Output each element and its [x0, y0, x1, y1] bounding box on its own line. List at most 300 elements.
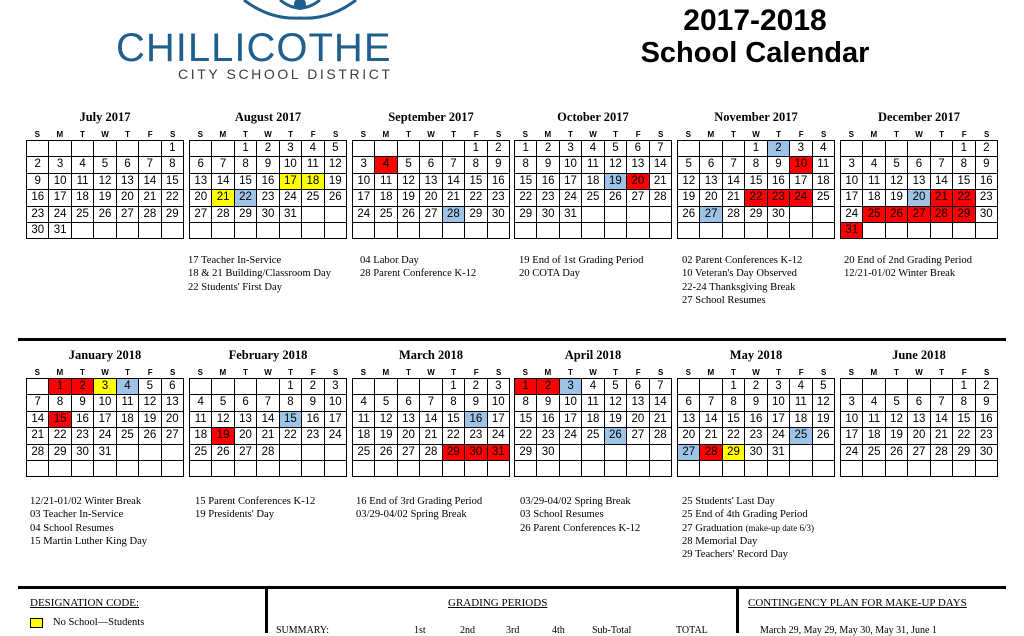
month-title: March 2018	[399, 348, 463, 362]
day-cell: 29	[515, 207, 537, 223]
weekday-header	[26, 130, 184, 140]
day-cell: 15	[953, 412, 975, 428]
weekday-label: T	[567, 368, 573, 377]
day-grid	[189, 378, 347, 477]
weekday-label: M	[56, 368, 64, 377]
day-cell: 18	[190, 428, 212, 444]
day-cell: 28	[723, 207, 745, 223]
day-cell: 5	[886, 157, 908, 173]
empty-day-cell	[325, 445, 347, 461]
weekday-label: S	[34, 130, 40, 139]
day-cell: 8	[745, 157, 767, 173]
day-cell: 21	[700, 428, 722, 444]
empty-day-cell	[398, 379, 420, 395]
day-cell: 29	[49, 445, 71, 461]
day-cell: 21	[931, 428, 953, 444]
month-november-2017	[677, 110, 835, 239]
contingency-header: CONTINGENCY PLAN FOR MAKE-UP DAYS	[748, 597, 967, 609]
day-cell: 21	[931, 190, 953, 206]
weekday-label: T	[893, 130, 899, 139]
empty-day-cell	[678, 141, 700, 157]
weekday-header	[514, 130, 672, 140]
summary-col: 4th	[552, 625, 565, 636]
day-cell: 24	[790, 190, 812, 206]
day-grid	[26, 378, 184, 477]
day-cell: 24	[94, 428, 116, 444]
day-cell: 21	[139, 190, 161, 206]
day-cell: 11	[117, 395, 139, 411]
day-cell: 21	[443, 190, 465, 206]
empty-day-cell	[72, 141, 94, 157]
day-cell: 11	[790, 395, 812, 411]
empty-day-cell	[443, 141, 465, 157]
day-cell: 22	[745, 190, 767, 206]
day-cell: 17	[560, 412, 582, 428]
day-cell: 11	[863, 174, 885, 190]
day-cell: 19	[886, 428, 908, 444]
day-cell: 25	[863, 445, 885, 461]
day-cell: 30	[537, 445, 559, 461]
day-cell: 27	[627, 428, 649, 444]
day-cell: 25	[72, 207, 94, 223]
day-cell: 13	[190, 174, 212, 190]
notes-february	[195, 495, 315, 522]
note-line: 10 Veteran's Day Observed	[682, 268, 797, 280]
weekday-label: W	[752, 368, 760, 377]
day-cell: 9	[257, 157, 279, 173]
day-cell: 24	[560, 190, 582, 206]
note-line: 18 & 21 Building/Classroom Day	[188, 268, 332, 280]
day-cell: 8	[953, 395, 975, 411]
day-cell: 28	[257, 445, 279, 461]
weekday-header	[26, 368, 184, 378]
summary-col: Sub-Total	[592, 625, 632, 636]
day-cell: 3	[49, 157, 71, 173]
day-cell: 29	[723, 445, 745, 461]
note-line: 20 End of 2nd Grading Period	[844, 255, 972, 266]
day-cell: 23	[768, 190, 790, 206]
month-title: October 2017	[557, 110, 629, 124]
day-cell: 31	[49, 223, 71, 239]
weekday-label: T	[567, 130, 573, 139]
weekday-label: T	[776, 368, 781, 377]
weekday-label: W	[264, 368, 272, 377]
month-april-2018	[514, 348, 672, 477]
day-cell: 30	[72, 445, 94, 461]
empty-day-cell	[398, 223, 420, 239]
weekday-label: S	[984, 368, 990, 377]
month-august-2017	[189, 110, 347, 239]
weekday-label: T	[451, 368, 456, 377]
day-cell: 20	[117, 190, 139, 206]
day-cell: 23	[745, 428, 767, 444]
day-cell: 23	[302, 428, 324, 444]
day-cell: 16	[976, 174, 998, 190]
day-grid	[840, 140, 998, 239]
empty-day-cell	[27, 141, 49, 157]
day-cell: 5	[605, 141, 627, 157]
empty-day-cell	[908, 461, 930, 477]
day-cell: 1	[745, 141, 767, 157]
weekday-label: S	[821, 368, 827, 377]
day-cell: 7	[443, 157, 465, 173]
empty-day-cell	[931, 141, 953, 157]
day-cell: 4	[190, 395, 212, 411]
day-cell: 1	[723, 379, 745, 395]
month-title: July 2017	[79, 110, 131, 124]
day-cell: 30	[465, 445, 487, 461]
weekday-label: F	[310, 368, 316, 377]
weekday-label: M	[544, 130, 552, 139]
day-cell: 22	[162, 190, 184, 206]
weekday-header	[677, 368, 835, 378]
day-cell: 19	[139, 412, 161, 428]
day-cell: 27	[700, 207, 722, 223]
note-line: 29 Teachers' Record Day	[682, 549, 788, 561]
day-cell: 25	[790, 428, 812, 444]
day-cell: 10	[841, 174, 863, 190]
empty-day-cell	[94, 461, 116, 477]
day-cell: 11	[813, 157, 835, 173]
day-cell: 4	[790, 379, 812, 395]
day-cell: 5	[605, 379, 627, 395]
empty-day-cell	[139, 141, 161, 157]
empty-day-cell	[560, 445, 582, 461]
day-cell: 24	[49, 207, 71, 223]
day-cell: 11	[863, 412, 885, 428]
day-cell: 22	[465, 190, 487, 206]
day-cell: 30	[257, 207, 279, 223]
empty-day-cell	[627, 207, 649, 223]
day-cell: 29	[515, 445, 537, 461]
empty-day-cell	[420, 141, 442, 157]
empty-day-cell	[931, 223, 953, 239]
day-cell: 16	[72, 412, 94, 428]
empty-day-cell	[931, 379, 953, 395]
day-cell: 8	[465, 157, 487, 173]
empty-day-cell	[257, 223, 279, 239]
day-cell: 1	[235, 141, 257, 157]
day-cell: 17	[560, 174, 582, 190]
day-cell: 16	[976, 412, 998, 428]
day-cell: 19	[813, 412, 835, 428]
day-cell: 3	[325, 379, 347, 395]
weekday-label: S	[333, 368, 339, 377]
day-cell: 3	[790, 141, 812, 157]
empty-day-cell	[908, 141, 930, 157]
empty-day-cell	[863, 141, 885, 157]
summary-col: 2nd	[460, 625, 475, 636]
day-cell: 20	[627, 174, 649, 190]
day-cell: 22	[953, 428, 975, 444]
day-cell: 15	[162, 174, 184, 190]
day-cell: 16	[745, 412, 767, 428]
day-cell: 27	[162, 428, 184, 444]
day-cell: 3	[353, 157, 375, 173]
designation-legend	[30, 617, 144, 628]
empty-day-cell	[353, 141, 375, 157]
day-cell: 29	[235, 207, 257, 223]
day-cell: 27	[627, 190, 649, 206]
day-cell: 2	[745, 379, 767, 395]
day-cell: 29	[953, 445, 975, 461]
day-cell: 15	[953, 174, 975, 190]
day-cell: 2	[537, 141, 559, 157]
day-cell: 9	[768, 157, 790, 173]
weekday-label: T	[730, 130, 736, 139]
day-cell: 7	[650, 141, 672, 157]
day-cell: 11	[353, 412, 375, 428]
day-cell: 6	[678, 395, 700, 411]
day-cell: 26	[605, 190, 627, 206]
designation-item: No School—Students	[53, 617, 145, 628]
note-line: 22-24 Thanksgiving Break	[682, 281, 796, 293]
empty-day-cell	[790, 461, 812, 477]
weekday-label: S	[360, 130, 366, 139]
notes-november	[682, 254, 802, 307]
day-grid	[26, 140, 184, 239]
day-cell: 9	[537, 157, 559, 173]
day-cell: 19	[325, 174, 347, 190]
empty-day-cell	[813, 461, 835, 477]
day-cell: 6	[162, 379, 184, 395]
day-cell: 23	[72, 428, 94, 444]
day-cell: 12	[139, 395, 161, 411]
weekday-label: T	[405, 368, 411, 377]
weekday-label: S	[821, 130, 827, 139]
weekday-label: M	[707, 130, 715, 139]
day-cell: 5	[813, 379, 835, 395]
day-cell: 13	[908, 412, 930, 428]
day-cell: 8	[515, 157, 537, 173]
day-cell: 24	[560, 428, 582, 444]
day-cell: 18	[72, 190, 94, 206]
day-cell: 22	[515, 190, 537, 206]
empty-day-cell	[537, 223, 559, 239]
day-cell: 4	[117, 379, 139, 395]
day-cell: 1	[515, 379, 537, 395]
day-cell: 10	[94, 395, 116, 411]
empty-day-cell	[280, 461, 302, 477]
weekday-label: M	[382, 368, 390, 377]
grading-header: GRADING PERIODS	[448, 597, 548, 609]
day-cell: 27	[398, 445, 420, 461]
day-cell: 7	[931, 157, 953, 173]
empty-day-cell	[443, 461, 465, 477]
weekday-label: W	[915, 130, 923, 139]
logo-subtitle: CITY SCHOOL DISTRICT	[178, 66, 393, 82]
day-cell: 14	[931, 174, 953, 190]
day-cell: 14	[931, 412, 953, 428]
day-cell: 20	[678, 428, 700, 444]
day-cell: 30	[488, 207, 510, 223]
yellow-swatch	[30, 618, 43, 628]
notes-august	[188, 254, 331, 294]
weekday-header	[189, 368, 347, 378]
empty-day-cell	[582, 223, 604, 239]
empty-day-cell	[353, 461, 375, 477]
day-cell: 26	[139, 428, 161, 444]
empty-day-cell	[700, 223, 722, 239]
day-cell: 7	[650, 379, 672, 395]
day-cell: 19	[212, 428, 234, 444]
empty-day-cell	[790, 445, 812, 461]
day-cell: 9	[976, 157, 998, 173]
day-cell: 19	[398, 190, 420, 206]
weekday-header	[352, 130, 510, 140]
day-cell: 13	[235, 412, 257, 428]
note-line: 12/21-01/02 Winter Break	[30, 496, 142, 507]
empty-day-cell	[443, 223, 465, 239]
day-cell: 9	[488, 157, 510, 173]
contingency-dates: March 29, May 29, May 30, May 31, June 1	[760, 625, 937, 636]
day-cell: 25	[582, 190, 604, 206]
day-cell: 3	[841, 157, 863, 173]
day-cell: 31	[768, 445, 790, 461]
empty-day-cell	[627, 223, 649, 239]
empty-day-cell	[375, 379, 397, 395]
day-cell: 12	[398, 174, 420, 190]
day-cell: 25	[813, 190, 835, 206]
day-cell: 26	[375, 445, 397, 461]
weekday-header	[352, 368, 510, 378]
day-cell: 1	[162, 141, 184, 157]
summary-label: SUMMARY:	[276, 625, 329, 636]
day-cell: 23	[976, 428, 998, 444]
day-grid	[677, 140, 835, 239]
day-cell: 3	[841, 395, 863, 411]
weekday-label: M	[219, 368, 227, 377]
day-cell: 5	[139, 379, 161, 395]
day-cell: 23	[976, 190, 998, 206]
note-line: 04 Labor Day	[360, 255, 419, 266]
weekday-label: T	[242, 368, 248, 377]
day-cell: 13	[627, 157, 649, 173]
empty-day-cell	[488, 461, 510, 477]
empty-day-cell	[488, 223, 510, 239]
notes-october	[519, 254, 643, 281]
day-cell: 8	[49, 395, 71, 411]
day-cell: 7	[257, 395, 279, 411]
empty-day-cell	[94, 223, 116, 239]
weekday-header	[677, 130, 835, 140]
month-june-2018	[840, 348, 998, 477]
day-cell: 13	[908, 174, 930, 190]
day-cell: 2	[257, 141, 279, 157]
month-september-2017	[352, 110, 510, 239]
day-cell: 27	[908, 445, 930, 461]
note-line: 26 Parent Conferences K-12	[520, 522, 641, 534]
note-line: 02 Parent Conferences K-12	[682, 255, 803, 266]
day-cell: 22	[723, 428, 745, 444]
day-grid	[352, 378, 510, 477]
weekday-label: T	[79, 130, 85, 139]
empty-day-cell	[605, 207, 627, 223]
empty-day-cell	[27, 461, 49, 477]
empty-day-cell	[117, 445, 139, 461]
day-cell: 5	[325, 141, 347, 157]
day-cell: 21	[650, 412, 672, 428]
day-cell: 31	[841, 223, 863, 239]
note-line	[682, 522, 814, 535]
day-cell: 6	[420, 157, 442, 173]
day-cell: 18	[790, 412, 812, 428]
empty-day-cell	[700, 461, 722, 477]
empty-day-cell	[375, 461, 397, 477]
day-cell: 23	[488, 190, 510, 206]
day-cell: 15	[49, 412, 71, 428]
day-cell: 5	[398, 157, 420, 173]
day-cell: 6	[908, 395, 930, 411]
empty-day-cell	[627, 445, 649, 461]
day-cell: 27	[190, 207, 212, 223]
empty-day-cell	[398, 461, 420, 477]
day-cell: 21	[420, 428, 442, 444]
empty-day-cell	[420, 223, 442, 239]
weekday-label: T	[613, 368, 618, 377]
day-cell: 20	[908, 428, 930, 444]
day-cell: 31	[280, 207, 302, 223]
day-cell: 24	[841, 445, 863, 461]
day-cell: 16	[768, 174, 790, 190]
weekday-label: S	[685, 130, 691, 139]
day-cell: 17	[325, 412, 347, 428]
day-cell: 3	[768, 379, 790, 395]
weekday-label: F	[961, 130, 967, 139]
day-cell: 10	[560, 395, 582, 411]
title-text: School Calendar	[640, 37, 870, 69]
empty-day-cell	[605, 445, 627, 461]
day-cell: 27	[117, 207, 139, 223]
day-cell: 11	[190, 412, 212, 428]
day-cell: 10	[488, 395, 510, 411]
weekday-label: W	[101, 368, 109, 377]
day-cell: 26	[398, 207, 420, 223]
day-cell: 23	[537, 428, 559, 444]
day-cell: 13	[420, 174, 442, 190]
weekday-label: S	[658, 368, 664, 377]
weekday-label: W	[752, 130, 760, 139]
notes-april	[520, 495, 640, 535]
day-cell: 12	[375, 412, 397, 428]
day-cell: 5	[94, 157, 116, 173]
day-grid	[840, 378, 998, 477]
empty-day-cell	[235, 223, 257, 239]
day-cell: 28	[650, 190, 672, 206]
day-cell: 14	[420, 412, 442, 428]
weekday-label: M	[707, 368, 715, 377]
notes-december	[844, 254, 972, 281]
weekday-label: S	[333, 130, 339, 139]
empty-day-cell	[605, 461, 627, 477]
weekday-header	[840, 130, 998, 140]
day-cell: 20	[190, 190, 212, 206]
empty-day-cell	[700, 141, 722, 157]
empty-day-cell	[375, 141, 397, 157]
day-cell: 28	[931, 445, 953, 461]
weekday-label: M	[544, 368, 552, 377]
empty-day-cell	[582, 445, 604, 461]
day-cell: 28	[420, 445, 442, 461]
day-cell: 22	[953, 190, 975, 206]
day-cell: 7	[420, 395, 442, 411]
day-cell: 12	[813, 395, 835, 411]
month-title: May 2018	[729, 348, 783, 362]
day-cell: 14	[650, 157, 672, 173]
district-logo	[110, 0, 480, 84]
bottom-panel	[18, 586, 1006, 636]
empty-day-cell	[678, 223, 700, 239]
